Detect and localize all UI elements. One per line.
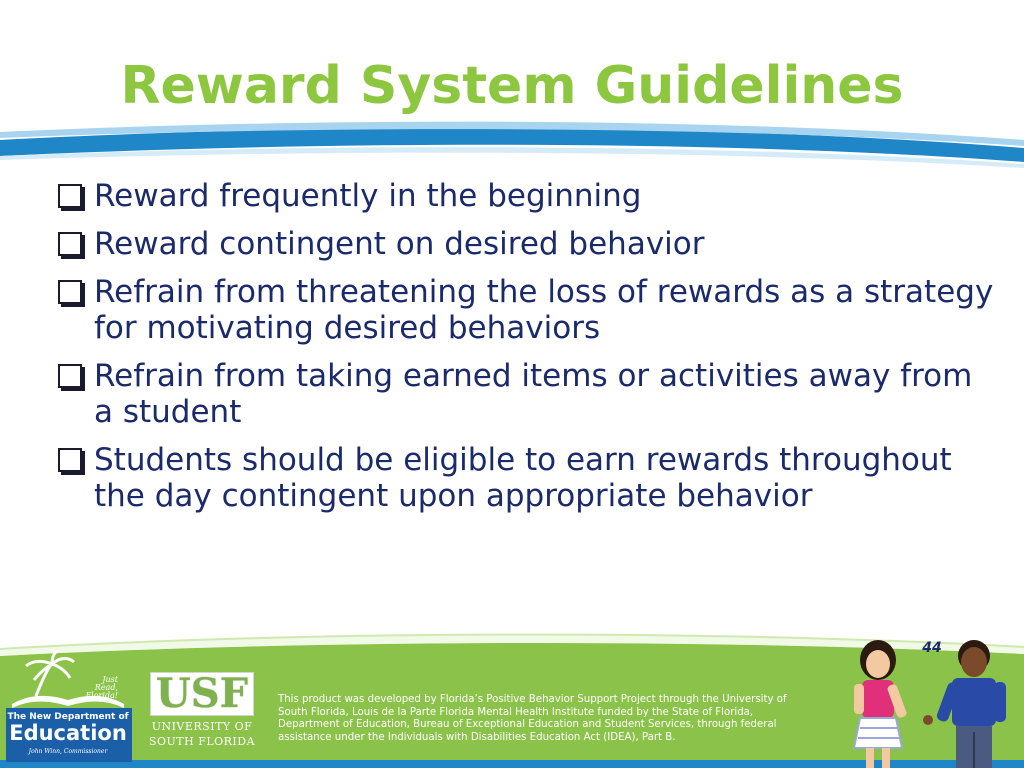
- bullet-item: [50, 226, 1000, 262]
- bullet-item: [50, 274, 1000, 346]
- usf-line1: UNIVERSITY OF: [151, 720, 253, 733]
- bullet-text: Refrain from taking earned items or activities away from a student: [94, 358, 973, 430]
- checkbox-bullet-icon: [58, 184, 82, 208]
- slide-title: Reward System Guidelines: [120, 56, 904, 116]
- doe-line1: The New Department of: [7, 712, 129, 722]
- checkbox-bullet-icon: [58, 280, 82, 304]
- doe-line3: John Winn, Commissioner: [28, 748, 108, 755]
- doe-line2: Education: [9, 721, 127, 745]
- bullet-text: Reward contingent on desired behavior: [94, 226, 705, 262]
- bullet-text: Students should be eligible to earn rewards throughout the day contingent upon appropriate behavior: [94, 442, 952, 514]
- top-swoosh-decoration: [0, 118, 1024, 178]
- bullet-item: [50, 442, 1000, 514]
- children-illustration: [840, 636, 1024, 768]
- bullet-list: [50, 178, 1000, 526]
- bullet-item: [50, 358, 1000, 430]
- usf-logo-letters: USF: [155, 670, 249, 717]
- florida-doe-logo: [6, 650, 132, 762]
- funding-credit: This product was developed by Florida’s Positive Behavior Support Project through the University of South Florida, Louis de la Parte Florida Mental Health Institute funded by the State of Florida, Department of Education, Bureau of Exceptional Education and Student Services, through federal assistance under the Individuals with Disabilities Education Act (IDEA), Part B.: [278, 694, 787, 743]
- usf-line2: SOUTH FLORIDA: [148, 735, 256, 748]
- page-number: 44: [922, 640, 942, 656]
- doe-tagline: Just Read, Florida!: [85, 675, 118, 700]
- checkbox-bullet-icon: [58, 232, 82, 256]
- bullet-text: Reward frequently in the beginning: [94, 178, 642, 214]
- bullet-text: Refrain from threatening the loss of rewards as a strategy for motivating desired behaviors: [94, 274, 994, 346]
- bullet-item: [50, 178, 1000, 214]
- checkbox-bullet-icon: [58, 364, 82, 388]
- checkbox-bullet-icon: [58, 448, 82, 472]
